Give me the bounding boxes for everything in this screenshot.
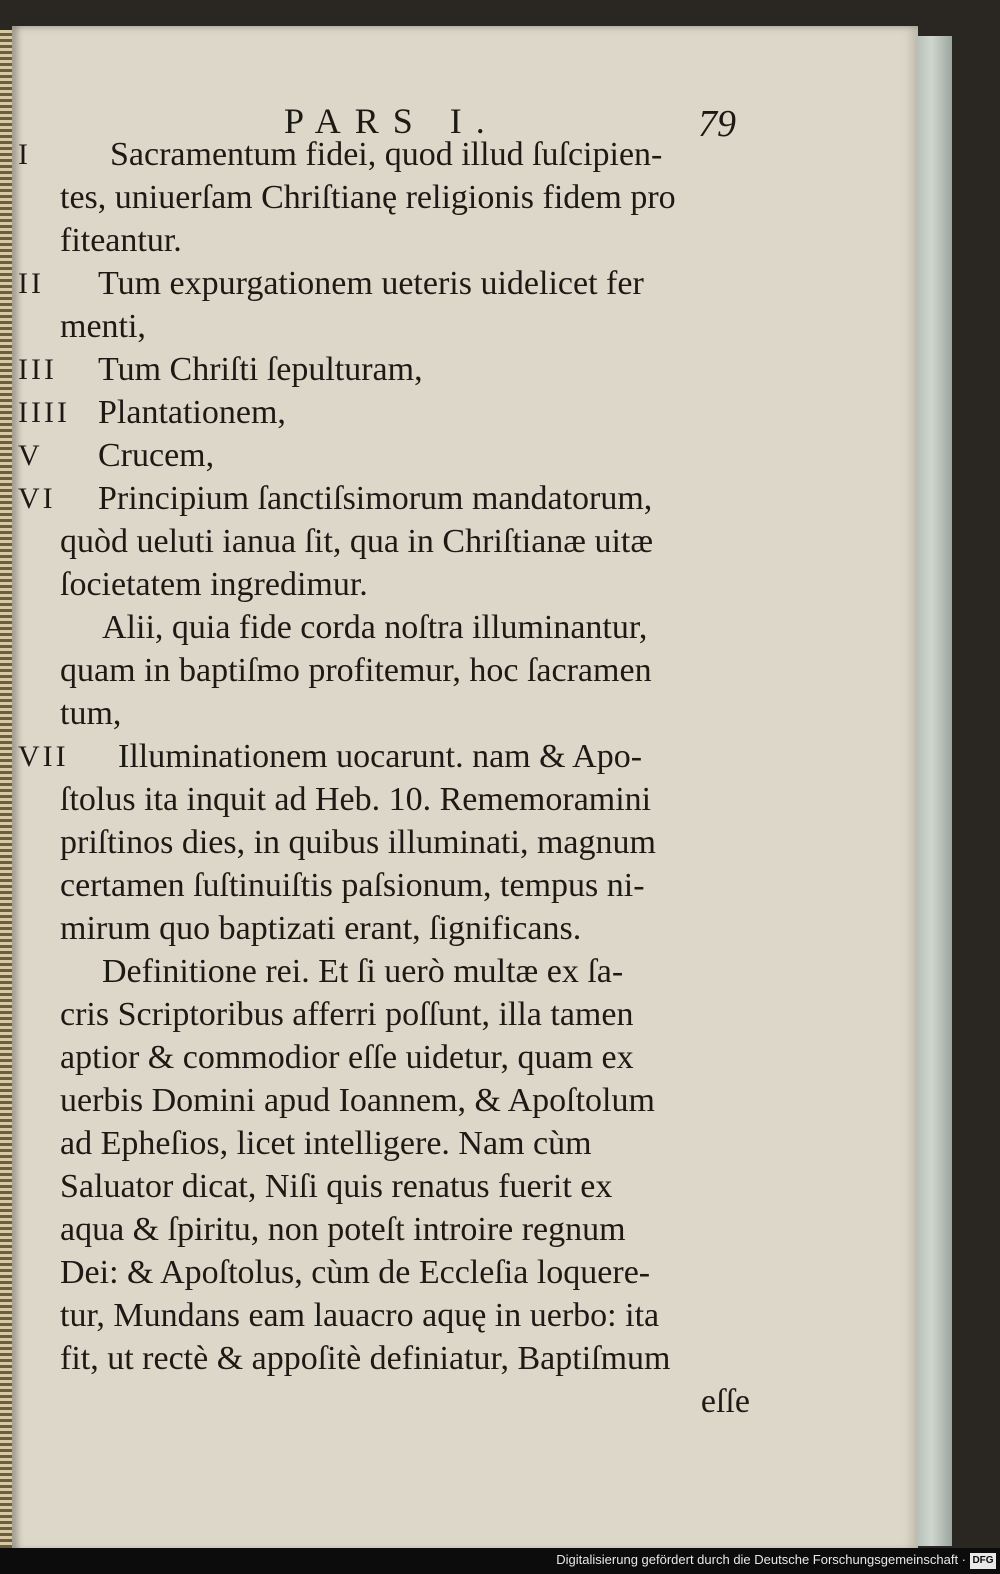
margin-number: VI: [18, 482, 56, 515]
line-text: Plantationem,: [98, 394, 286, 431]
text-line: [18, 134, 750, 176]
margin-number: VII: [18, 740, 69, 773]
text-line: [60, 693, 750, 735]
line-text: certamen ſuſtinuiſtis paſsionum, tempus ni-: [60, 867, 645, 904]
line-text: aqua & ſpiritu, non poteſt introire regnum: [60, 1211, 626, 1248]
line-text: quòd ueluti ianua ſit, qua in Chriſtianæ uitæ: [60, 523, 654, 560]
text-line: [18, 736, 750, 778]
text-line: [18, 478, 750, 520]
line-text: mirum quo baptizati erant, ſignificans.: [60, 910, 582, 947]
line-text: ſtolus ita inquit ad Heb. 10. Rememoramini: [60, 781, 652, 818]
line-text: quam in baptiſmo profitemur, hoc ſacramen: [60, 652, 652, 689]
text-line: [18, 435, 750, 477]
dfg-logo: DFG: [970, 1553, 996, 1569]
line-text: uerbis Domini apud Ioannem, & Apoſtolum: [60, 1082, 655, 1119]
line-text: Principium ſanctiſsimorum mandatorum,: [98, 480, 653, 517]
text-line: [60, 908, 750, 950]
line-text: menti,: [60, 308, 146, 345]
line-text: Crucem,: [98, 437, 215, 474]
line-text: fiteantur.: [60, 222, 182, 259]
text-line: [60, 994, 750, 1036]
text-line: [60, 220, 750, 262]
text-line: [18, 392, 750, 434]
text-line: [60, 1295, 750, 1337]
book-page: [12, 26, 918, 1551]
catchword: eſſe: [700, 1383, 750, 1420]
text-line: [60, 1209, 750, 1251]
line-text: priſtinos dies, in quibus illuminati, magnum: [60, 824, 656, 861]
text-line: [60, 607, 750, 649]
page-fore-edge: [918, 36, 952, 1546]
text-line: [18, 349, 750, 391]
line-text: aptior & commodior eſſe uidetur, quam ex: [60, 1039, 634, 1076]
text-line: [60, 1252, 750, 1294]
text-line: [60, 177, 750, 219]
line-text: Definitione rei. Et ſi uerò multæ ex ſa-: [102, 953, 624, 990]
text-line: [60, 1080, 750, 1122]
text-line: [60, 1037, 750, 1079]
text-line: [60, 822, 750, 864]
margin-number: III: [18, 353, 57, 386]
text-line: [60, 564, 750, 606]
digitization-footer: [0, 1548, 1000, 1574]
margin-number: II: [18, 267, 44, 300]
line-text: Dei: & Apoſtolus, cùm de Eccleſia loquere-: [60, 1254, 651, 1291]
line-text: tes, uniuerſam Chriſtianę religionis fidem pro: [60, 179, 676, 216]
margin-number: IIII: [18, 396, 70, 429]
line-text: fit, ut rectè & appoſitè definiatur, Baptiſmum: [60, 1340, 671, 1377]
line-text: tur, Mundans eam lauacro aquę in uerbo: ita: [60, 1297, 660, 1334]
line-text: Tum Chriſti ſepulturam,: [98, 351, 423, 388]
text-line: [60, 650, 750, 692]
running-head: PARS I.: [284, 101, 499, 141]
line-text: Illuminationem uocarunt. nam & Apo-: [118, 738, 643, 775]
text-line: [60, 951, 750, 993]
line-text: ad Epheſios, licet intelligere. Nam cùm: [60, 1125, 592, 1162]
text-line: [18, 263, 750, 305]
text-line: [60, 779, 750, 821]
page-text: [12, 26, 918, 1551]
line-text: ſocietatem ingredimur.: [60, 566, 368, 603]
line-text: Alii, quia fide corda noſtra illuminantur,: [102, 609, 648, 646]
line-text: Tum expurgationem ueteris uidelicet fer: [98, 265, 644, 302]
margin-number: V: [18, 439, 43, 472]
line-text: cris Scriptoribus afferri poſſunt, illa tamen: [60, 996, 634, 1033]
line-text: tum,: [60, 695, 122, 732]
line-text: Saluator dicat, Niſi quis renatus fuerit ex: [60, 1168, 613, 1205]
text-line: [60, 865, 750, 907]
text-line: [60, 1166, 750, 1208]
text-line: [60, 1123, 750, 1165]
text-line: [60, 521, 750, 563]
catchword-line: [60, 1381, 750, 1423]
footer-credit: Digitalisierung gefördert durch die Deutsche Forschungsgemeinschaft ·: [556, 1552, 966, 1567]
book-spine-edge: [0, 30, 12, 1550]
margin-number: I: [18, 138, 31, 171]
text-line: [60, 1338, 750, 1380]
line-text: Sacramentum fidei, quod illud ſuſcipien-: [110, 136, 663, 173]
text-line: [60, 306, 750, 348]
page-number: 79: [698, 103, 736, 145]
